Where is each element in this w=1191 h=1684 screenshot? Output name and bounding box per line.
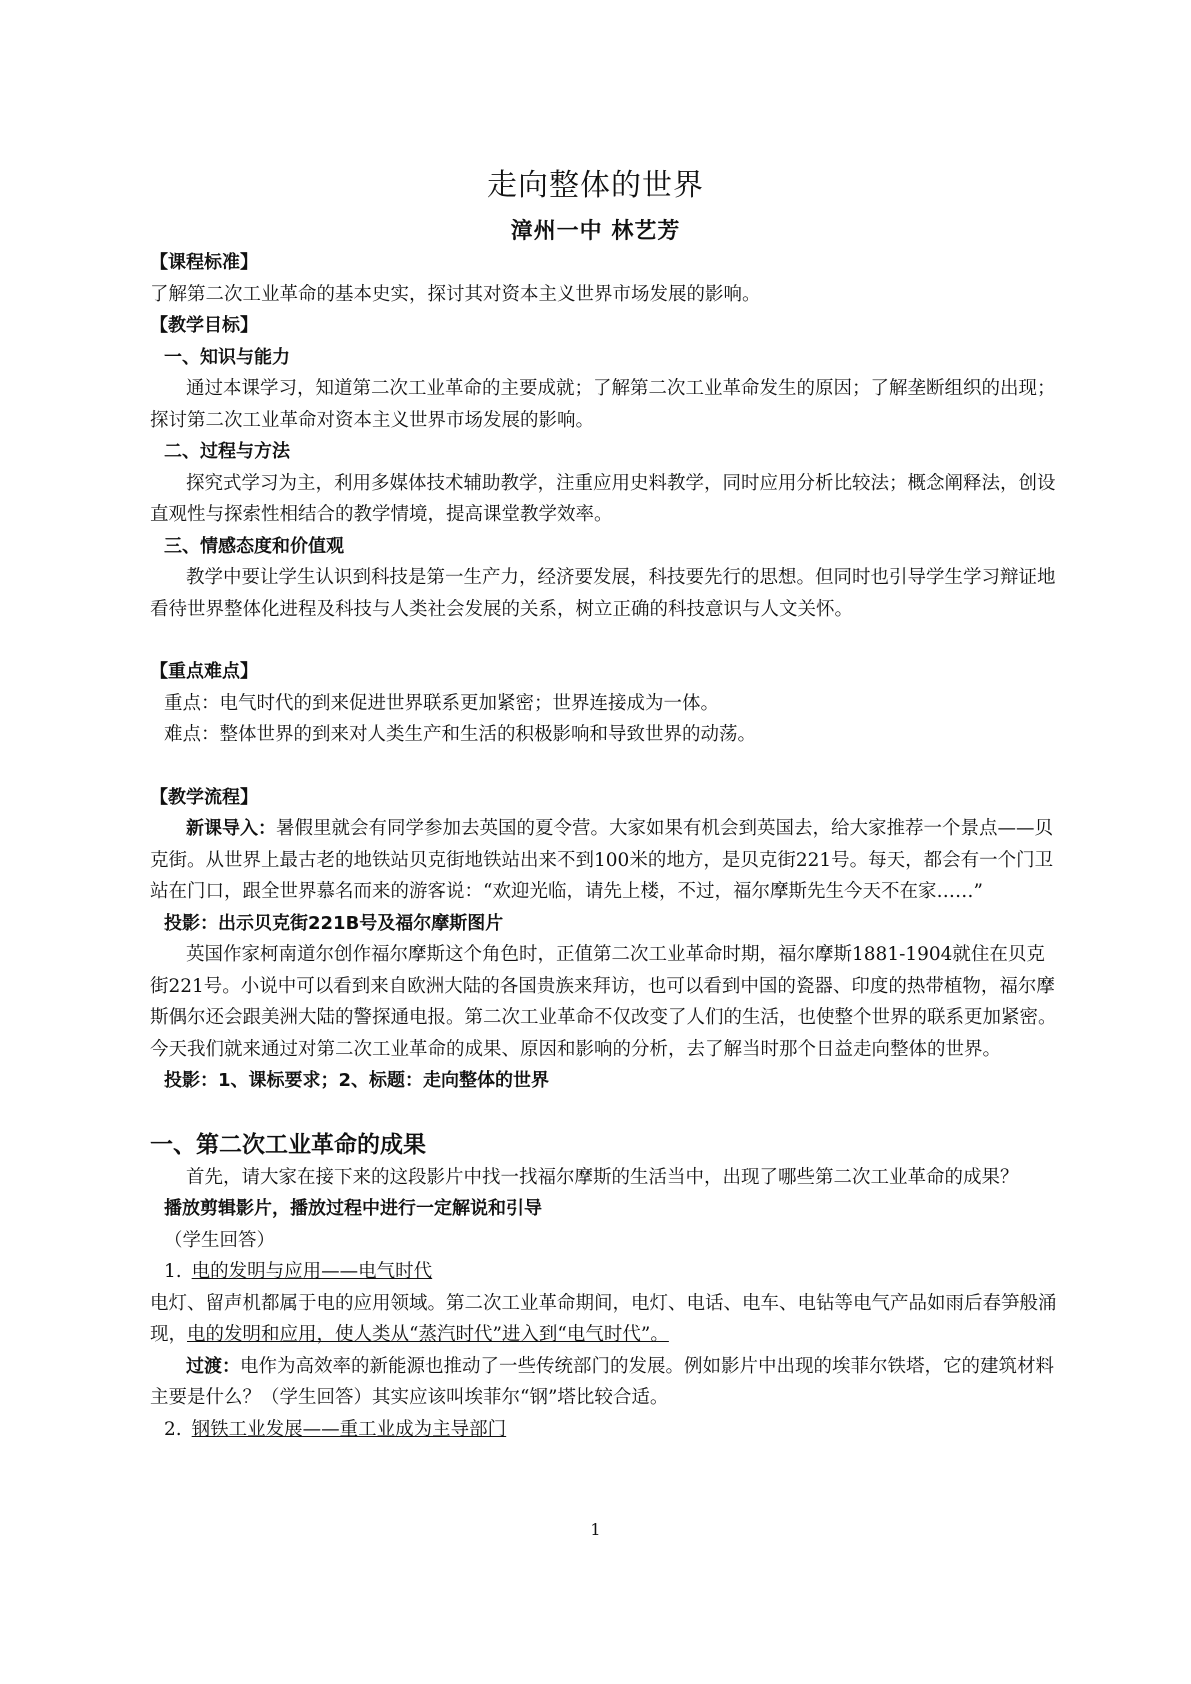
spacer [150,1097,1060,1128]
intro-paragraph [150,813,1060,908]
part1-heading: 一、第二次工业革命的成果 [150,1131,426,1158]
electric-text-b: 电的发明和应用，使人类从“蒸汽时代”进入到“电气时代”。 [187,1324,669,1345]
story-text: 英国作家柯南道尔创作福尔摩斯这个角色时，正值第二次工业革命时期，福尔摩斯1881-1904就住在贝克街221号。小说中可以看到来自欧洲大陆的各国贵族来拜访，也可以看到中国的瓷器、印度的热带植物，福尔摩斯偶尔还会跟美洲大陆的警探通电报。第二次工业革命不仅改变了人们的生活，也使整个世界的联系更加紧密。今天我们就来通过对第二次工业革命的成果、原因和影响的分析，去了解当时那个日益走向整体的世界。 [150,944,1057,1060]
transition-label: 过渡： [186,1355,240,1377]
item-1-text: 电的发明与应用——电气时代 [191,1261,433,1282]
item-1-number: 1. [164,1261,182,1282]
part1-text: 首先，请大家在接下来的这段影片中找一找福尔摩斯的生活当中，出现了哪些第二次工业革命的成果？ [186,1166,1019,1188]
item-2-number: 2. [164,1418,182,1440]
key-heading: 【重点难点】 [150,661,258,682]
document-author: 漳州一中 林艺芳 [510,219,681,244]
item-2-text: 钢铁工业发展——重工业成为主导部门 [191,1418,507,1440]
page-number: 1 [590,1520,601,1539]
item-1 [150,1256,1060,1288]
transition-paragraph [150,1351,1060,1414]
goal2-heading: 二、过程与方法 [164,441,290,462]
flow-heading: 【教学流程】 [150,786,258,808]
electric-text-a: 电灯、留声机都属于电的应用领域。第二次工业革命期间，电灯、电话、电车、电钻等电气产品如雨后春笋般涌现， [150,1292,1057,1345]
goal3-heading: 三、情感态度和价值观 [164,535,344,557]
standard-text: 了解第二次工业革命的基本史实，探讨其对资本主义世界市场发展的影响。 [150,283,761,305]
goal3-text: 教学中要让学生认识到科技是第一生产力，经济要发展，科技要先行的思想。但同时也引导学生学习辩证地看待世界整体化进程及科技与人类社会发展的关系，树立正确的科技意识与人文关怀。 [150,567,1056,620]
electric-paragraph [150,1288,1060,1351]
intro-text: 暑假里就会有同学参加去英国的夏令营。大家如果有机会到英国去，给大家推荐一个景点——贝克街。从世界上最古老的地铁站贝克街地铁站出来不到100米的地方，是贝克街221号。每天，都会有一个门卫站在门口，跟全世界慕名而来的游客说：“欢迎光临，请先上楼，不过，福尔摩斯先生今天不在家……” [150,818,1054,902]
projection-2: 投影：1、课标要求；2、标题：走向整体的世界 [164,1070,550,1091]
goals-heading: 【教学目标】 [150,315,258,336]
student-answer: （学生回答） [164,1229,276,1251]
item-2 [150,1414,1060,1446]
goal2-text: 探究式学习为主，利用多媒体技术辅助教学，注重应用史料教学，同时应用分析比较法；概念阐释法，创设直观性与探索性相结合的教学情境，提高课堂教学效率。 [150,472,1056,525]
spacer [150,625,1060,656]
goal1-heading: 一、知识与能力 [164,346,290,368]
intro-label: 新课导入： [186,818,276,839]
spacer [150,751,1060,782]
document-title: 走向整体的世界 [487,168,704,203]
document-body [150,247,1060,1445]
projection-1: 投影：出示贝克街221B号及福尔摩斯图片 [164,912,504,934]
goal1-text: 通过本课学习，知道第二次工业革命的主要成就；了解第二次工业革命发生的原因；了解垄断组织的出现；探讨第二次工业革命对资本主义世界市场发展的影响。 [150,378,1056,431]
difficult-point: 难点：整体世界的到来对人类生产和生活的积极影响和导致世界的动荡。 [164,724,757,745]
key-point: 重点：电气时代的到来促进世界联系更加紧密；世界连接成为一体。 [164,692,720,714]
play-text: 播放剪辑影片，播放过程中进行一定解说和引导 [164,1198,542,1219]
transition-text: 电作为高效率的新能源也推动了一些传统部门的发展。例如影片中出现的埃菲尔铁塔，它的建筑材料主要是什么？（学生回答）其实应该叫埃菲尔“钢”塔比较合适。 [150,1355,1055,1408]
standard-heading: 【课程标准】 [150,252,258,273]
